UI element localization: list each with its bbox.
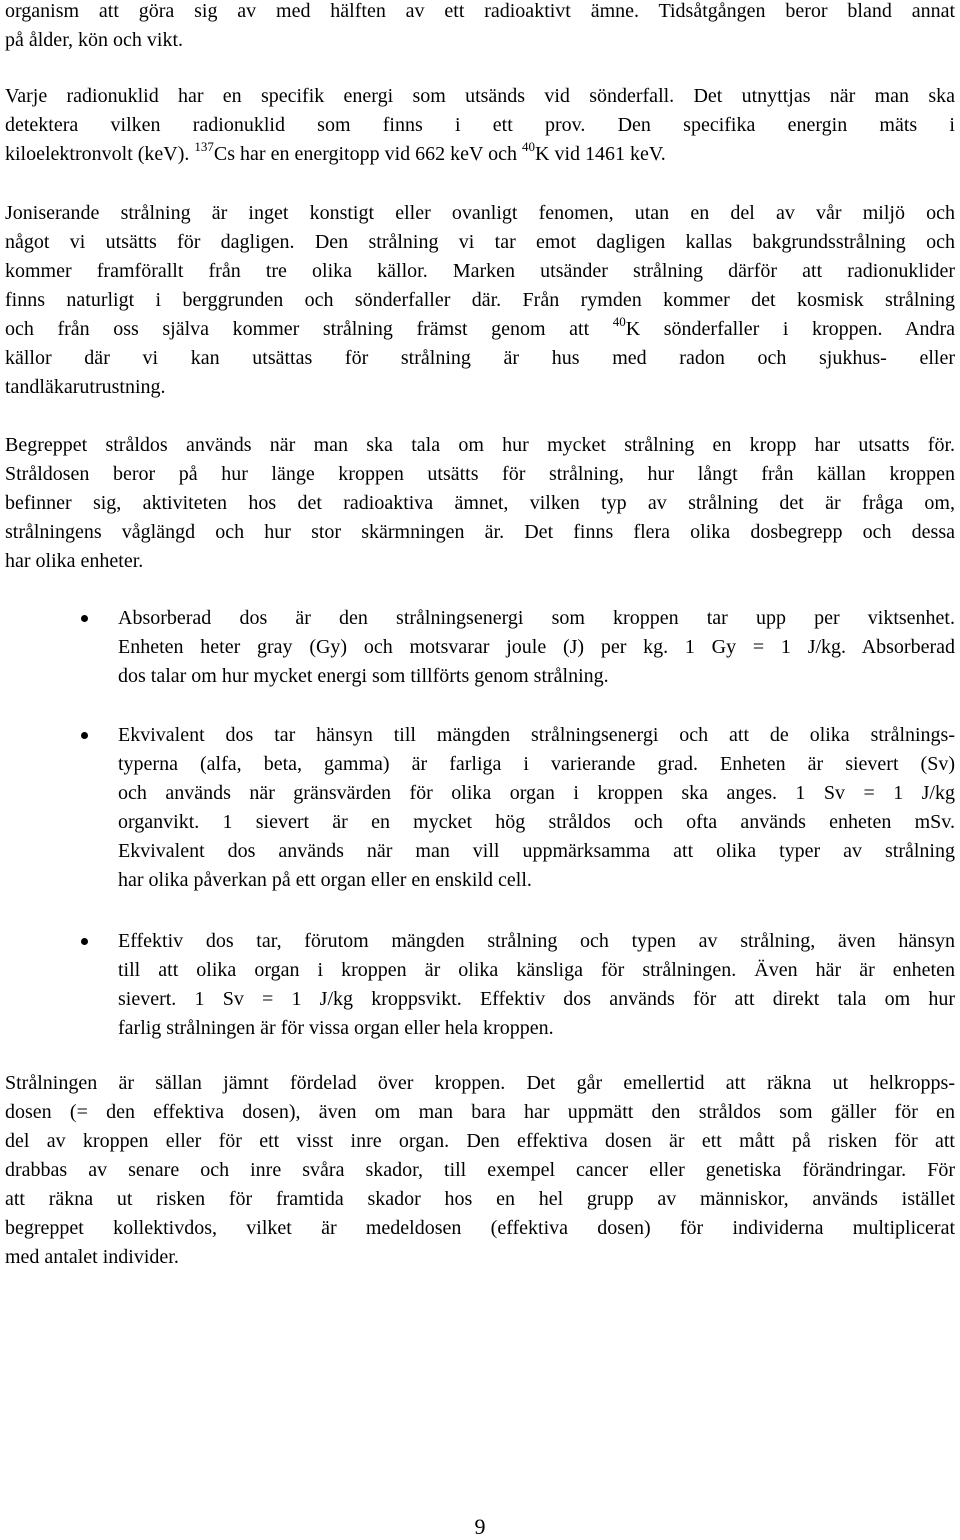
text-line: typerna (alfa, beta, gamma) är farliga i varierande grad. Enheten är sievert (Sv) (118, 753, 955, 775)
text-line: farlig strålningen är för vissa organ eller hela kroppen. (118, 1017, 554, 1039)
text-line: med antalet individer. (5, 1246, 179, 1268)
bullet-icon (81, 732, 88, 739)
text-fragment: och från oss själva kommer strålning främst genom att (5, 318, 613, 340)
text-line: till att olika organ i kroppen är olika känsliga för strålningen. Även här är enheten (118, 959, 955, 981)
text-line: del av kroppen eller för ett visst inre organ. Den effektiva dosen är ett mått på risken för att (5, 1130, 955, 1152)
text-line: finns naturligt i berggrunden och sönderfaller där. Från rymden kommer det kosmisk strålning (5, 289, 955, 311)
mass-number-cs: 137 (194, 139, 214, 155)
text-line: Ekvivalent dos används när man vill uppmärksamma att olika typer av strålning (118, 840, 955, 862)
text-line: har olika påverkan på ett organ eller en enskild cell. (118, 869, 532, 891)
text-line: sievert. 1 Sv = 1 J/kg kroppsvikt. Effektiv dos används för att direkt tala om hur (118, 988, 955, 1010)
text-line: befinner sig, aktiviteten hos det radioaktiva ämnet, vilken typ av strålning det är fråga om, (5, 492, 955, 514)
mass-number-k: 40 (612, 314, 626, 330)
text-line: källor där vi kan utsättas för strålning är hus med radon och sjukhus- eller (5, 347, 955, 369)
text-line: dos talar om hur mycket energi som tillförts genom strålning. (118, 665, 609, 687)
text-line: dosen (= den effektiva dosen), även om man bara har uppmätt den stråldos som gäller för en (5, 1101, 955, 1123)
paragraph-halveringstid (5, 0, 955, 55)
text-line: drabbas av senare och inre svåra skador, till exempel cancer eller genetiska förändringar. För (5, 1159, 955, 1181)
text-line: organism att göra sig av med hälften av ett radioaktivt ämne. Tidsåtgången beror bland annat (5, 0, 955, 22)
mass-number-k: 40 (522, 139, 536, 155)
text-line: detektera vilken radionuklid som finns i ett prov. Den specifika energin mäts i (5, 114, 955, 136)
text-line: tandläkarutrustning. (5, 376, 166, 398)
paragraph-kollektivdos (5, 1069, 955, 1272)
text-line: Begreppet stråldos används när man ska tala om hur mycket strålning en kropp har utsatts för. (5, 434, 955, 456)
page-number: 9 (474, 1514, 486, 1539)
text-fragment: K sönderfaller i kroppen. Andra (625, 318, 956, 340)
list-item-text (118, 721, 955, 895)
text-line-with-isotope (5, 315, 955, 344)
text-line: Stråldosen beror på hur länge kroppen utsätts för strålning, hur långt från källan kroppen (5, 463, 955, 485)
text-line: Strålningen är sällan jämnt fördelad över kroppen. Det går emellertid att räkna ut helkropps- (5, 1072, 955, 1094)
text-line: något vi utsätts för dagligen. Den strålning vi tar emot dagligen kallas bakgrundsstrålning och (5, 231, 955, 253)
text-line: att räkna ut risken för framtida skador hos en hel grupp av människor, används istället (5, 1188, 955, 1210)
list-item-text (118, 604, 955, 691)
text-fragment: kiloelektronvolt (keV). (5, 143, 195, 165)
text-line: har olika enheter. (5, 550, 144, 572)
text-line: på ålder, kön och vikt. (5, 29, 184, 51)
text-line: kommer framförallt från tre olika källor. Marken utsänder strålning därför att radionuklider (5, 260, 955, 282)
paragraph-bakgrundsstralning (5, 199, 955, 402)
text-line: Absorberad dos är den strålningsenergi som kroppen tar upp per viktsenhet. (118, 607, 955, 629)
text-line: Joniserande strålning är inget konstigt eller ovanligt fenomen, utan en del av vår miljö och (5, 202, 955, 224)
bullet-icon (81, 615, 88, 622)
text-line-with-isotopes (5, 140, 955, 169)
text-line: strålningens våglängd och hur stor skärmningen är. Det finns flera olika dosbegrepp och dessa (5, 521, 955, 543)
text-line: och används när gränsvärden för olika organ i kroppen ska anges. 1 Sv = 1 J/kg (118, 782, 955, 804)
paragraph-specifik-energi (5, 82, 955, 169)
text-fragment: K vid 1461 keV. (535, 143, 666, 165)
list-item-text (118, 927, 955, 1043)
text-fragment: Cs har en energitopp vid 662 keV och (213, 143, 523, 165)
text-line: begreppet kollektivdos, vilket är medeldosen (effektiva dosen) för individerna multiplicerat (5, 1217, 955, 1239)
text-line: Varje radionuklid har en specifik energi som utsänds vid sönderfall. Det utnyttjas när man ska (5, 85, 955, 107)
paragraph-straldos (5, 431, 955, 576)
text-line: Effektiv dos tar, förutom mängden strålning och typen av strålning, även hänsyn (118, 930, 955, 952)
text-line: Ekvivalent dos tar hänsyn till mängden strålningsenergi och att de olika strålnings- (118, 724, 955, 746)
text-line: organvikt. 1 sievert är en mycket hög stråldos och ofta används enheten mSv. (118, 811, 955, 833)
bullet-icon (81, 938, 88, 945)
text-line: Enheten heter gray (Gy) och motsvarar joule (J) per kg. 1 Gy = 1 J/kg. Absorberad (118, 636, 955, 658)
